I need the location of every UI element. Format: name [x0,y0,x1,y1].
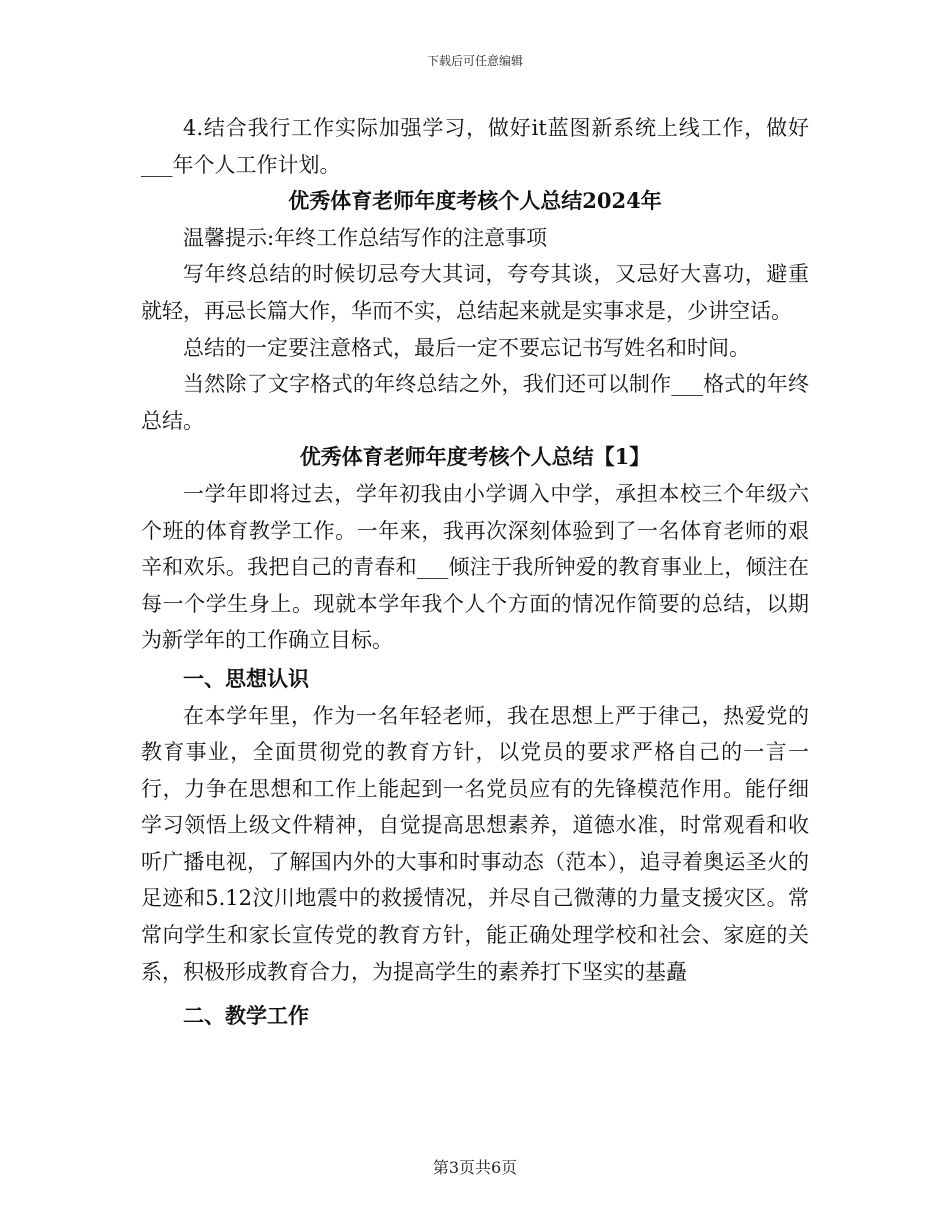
paragraph-plan-item: 4.结合我行工作实际加强学习，做好it蓝图新系统上线工作，做好___年个人工作计划。 [141,116,809,177]
document-title: 优秀体育老师年度考核个人总结2024年 [288,188,662,214]
tip-paragraph-3: 当然除了文字格式的年终总结之外，我们还可以制作___格式的年终总结。 [141,372,809,433]
intro-paragraph: 一学年即将过去，学年初我由小学调入中学，承担本校三个年级六个班的体育教学工作。一年来，我再次深刻体验到了一名体育老师的艰辛和欢乐。我把自己的青春和___倾注于我所钟爱的教育事业上，倾注在每一个学生身上。现就本学年我个人个方面的情况作简要的总结，以期为新学年的工作确立目标。 [141,481,809,653]
tip-paragraph-1: 写年终总结的时候切忌夸大其词，夸夸其谈，又忌好大喜功，避重就轻，再忌长篇大作，华而不实，总结起来就是实事求是，少讲空话。 [141,262,809,323]
section-heading-thought: 一、思想认识 [183,665,309,691]
tip-paragraph-2: 总结的一定要注意格式，最后一定不要忘记书写姓名和时间。 [183,335,750,360]
thought-paragraph: 在本学年里，作为一名年轻老师，我在思想上严于律己，热爱党的教育事业，全面贯彻党的教育方针，以党员的要求严格自己的一言一行，力争在思想和工作上能起到一名党员应有的先锋模范作用。能仔细学习领悟上级文件精神，自觉提高思想素养，道德水准，时常观看和收听广播电视，了解国内外的大事和时事动态（范本），追寻着奥运圣火的足迹和5.12汶川地震中的救援情况，并尽自己微薄的力量支援灾区。常常向学生和家长宣传党的教育方针，能正确处理学校和社会、家庭的关系，积极形成教育合力，为提高学生的素养打下坚实的基矗 [141,703,809,984]
section-heading-teaching: 二、教学工作 [183,1003,309,1029]
document-body [141,110,809,1035]
tip-heading: 温馨提示:年终工作总结写作的注意事项 [183,225,548,250]
section-title: 优秀体育老师年度考核个人总结【1】 [299,444,651,470]
page-number: 第3页共6页 [432,1158,518,1177]
page-header: 下载后可任意编辑 [426,54,523,68]
